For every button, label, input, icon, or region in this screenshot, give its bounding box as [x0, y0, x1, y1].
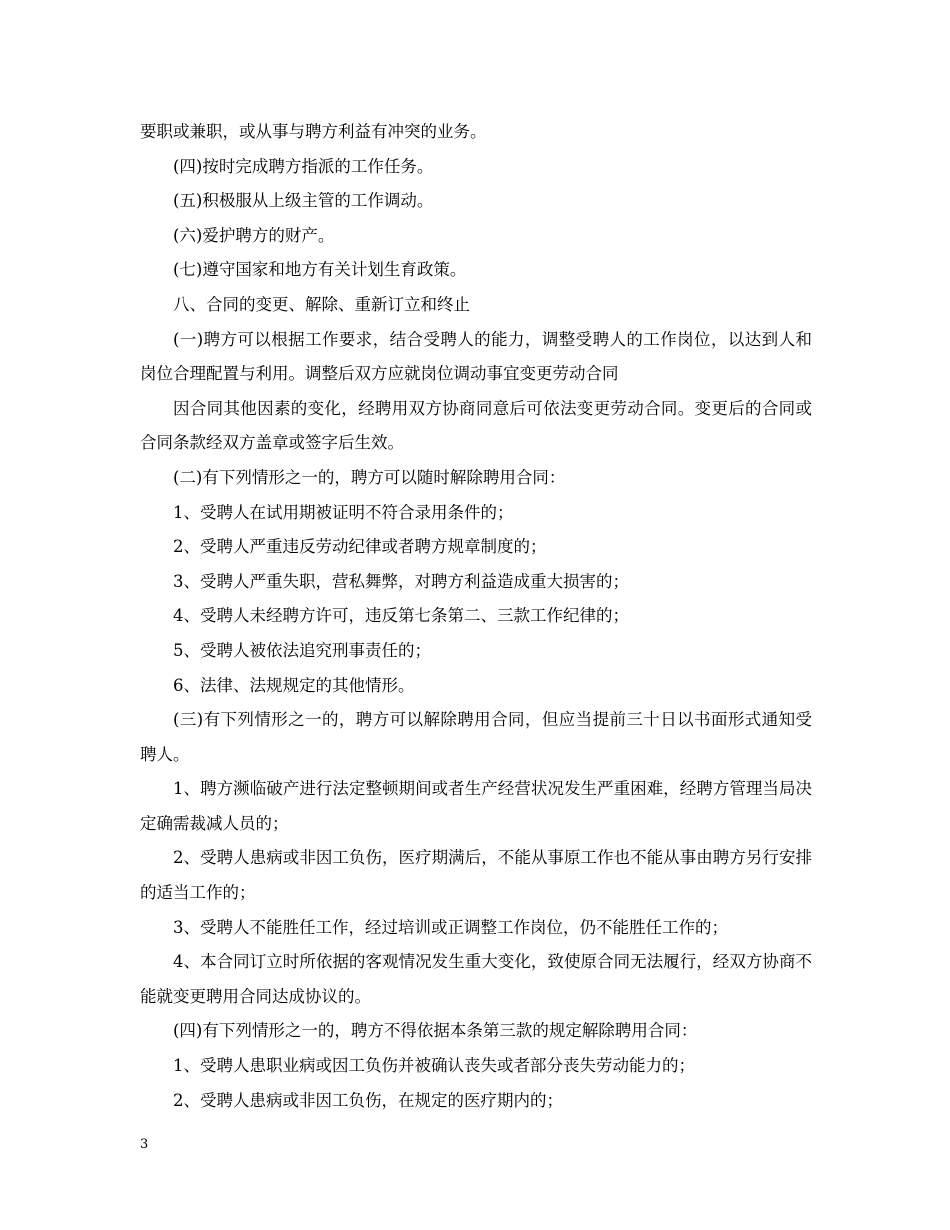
- paragraph: 要职或兼职，或从事与聘方利益有冲突的业务。: [140, 122, 487, 141]
- list-item: 1、聘方濒临破产进行法定整顿期间或者生产经营状况发生严重困难，经聘方管理当局决定确需裁减人员的；: [140, 779, 812, 833]
- list-item: 2、受聘人患病或非因工负伤，医疗期满后，不能从事原工作也不能从事由聘方另行安排的适当工作的；: [140, 848, 812, 903]
- list-item: 1、受聘人在试用期被证明不符合录用条件的；: [173, 502, 514, 522]
- list-item: 2、受聘人患病或非因工负伤，在规定的医疗期内的；: [173, 1090, 563, 1110]
- paragraph: (三)有下列情形之一的，聘方可以解除聘用合同，但应当提前三十日以书面形式通知受聘人。: [140, 710, 812, 764]
- list-item: 6、法律、法规规定的其他情形。: [173, 675, 415, 695]
- paragraph: (七)遵守国家和地方有关计划生育政策。: [173, 260, 467, 280]
- document-body: [140, 115, 812, 1118]
- list-item: 3、受聘人不能胜任工作，经过培训或正调整工作岗位，仍不能胜任工作的；: [173, 917, 728, 937]
- list-item: 4、受聘人未经聘方许可，违反第七条第二、三款工作纪律的；: [173, 606, 629, 626]
- paragraph: (二)有下列情形之一的，聘方可以随时解除聘用合同：: [173, 467, 566, 487]
- paragraph: (四)有下列情形之一的，聘方不得依据本条第三款的规定解除聘用合同：: [173, 1021, 698, 1041]
- section-heading: 八、合同的变更、解除、重新订立和终止: [173, 294, 470, 314]
- list-item: 1、受聘人患职业病或因工负伤并被确认丧失或者部分丧失劳动能力的；: [173, 1056, 695, 1076]
- paragraph: (五)积极服从上级主管的工作调动。: [173, 191, 434, 211]
- list-item: 3、受聘人严重失职，营私舞弊，对聘方利益造成重大损害的；: [173, 571, 629, 591]
- paragraph: 因合同其他因素的变化，经聘用双方协商同意后可依法变更劳动合同。变更后的合同或合同条款经双方盖章或签字后生效。: [140, 398, 812, 453]
- paragraph: (四)按时完成聘方指派的工作任务。: [173, 156, 434, 176]
- paragraph: (一)聘方可以根据工作要求，结合受聘人的能力，调整受聘人的工作岗位，以达到人和岗位合理配置与利用。调整后双方应就岗位调动事宜变更劳动合同: [140, 329, 812, 384]
- list-item: 2、受聘人严重违反劳动纪律或者聘方规章制度的；: [173, 537, 547, 557]
- paragraph: (六)爱护聘方的财产。: [173, 225, 335, 245]
- list-item: 5、受聘人被依法追究刑事责任的；: [173, 640, 431, 660]
- page-number: 3: [140, 1137, 149, 1152]
- list-item: 4、本合同订立时所依据的客观情况发生重大变化，致使原合同无法履行，经双方协商不能就变更聘用合同达成协议的。: [140, 952, 812, 1006]
